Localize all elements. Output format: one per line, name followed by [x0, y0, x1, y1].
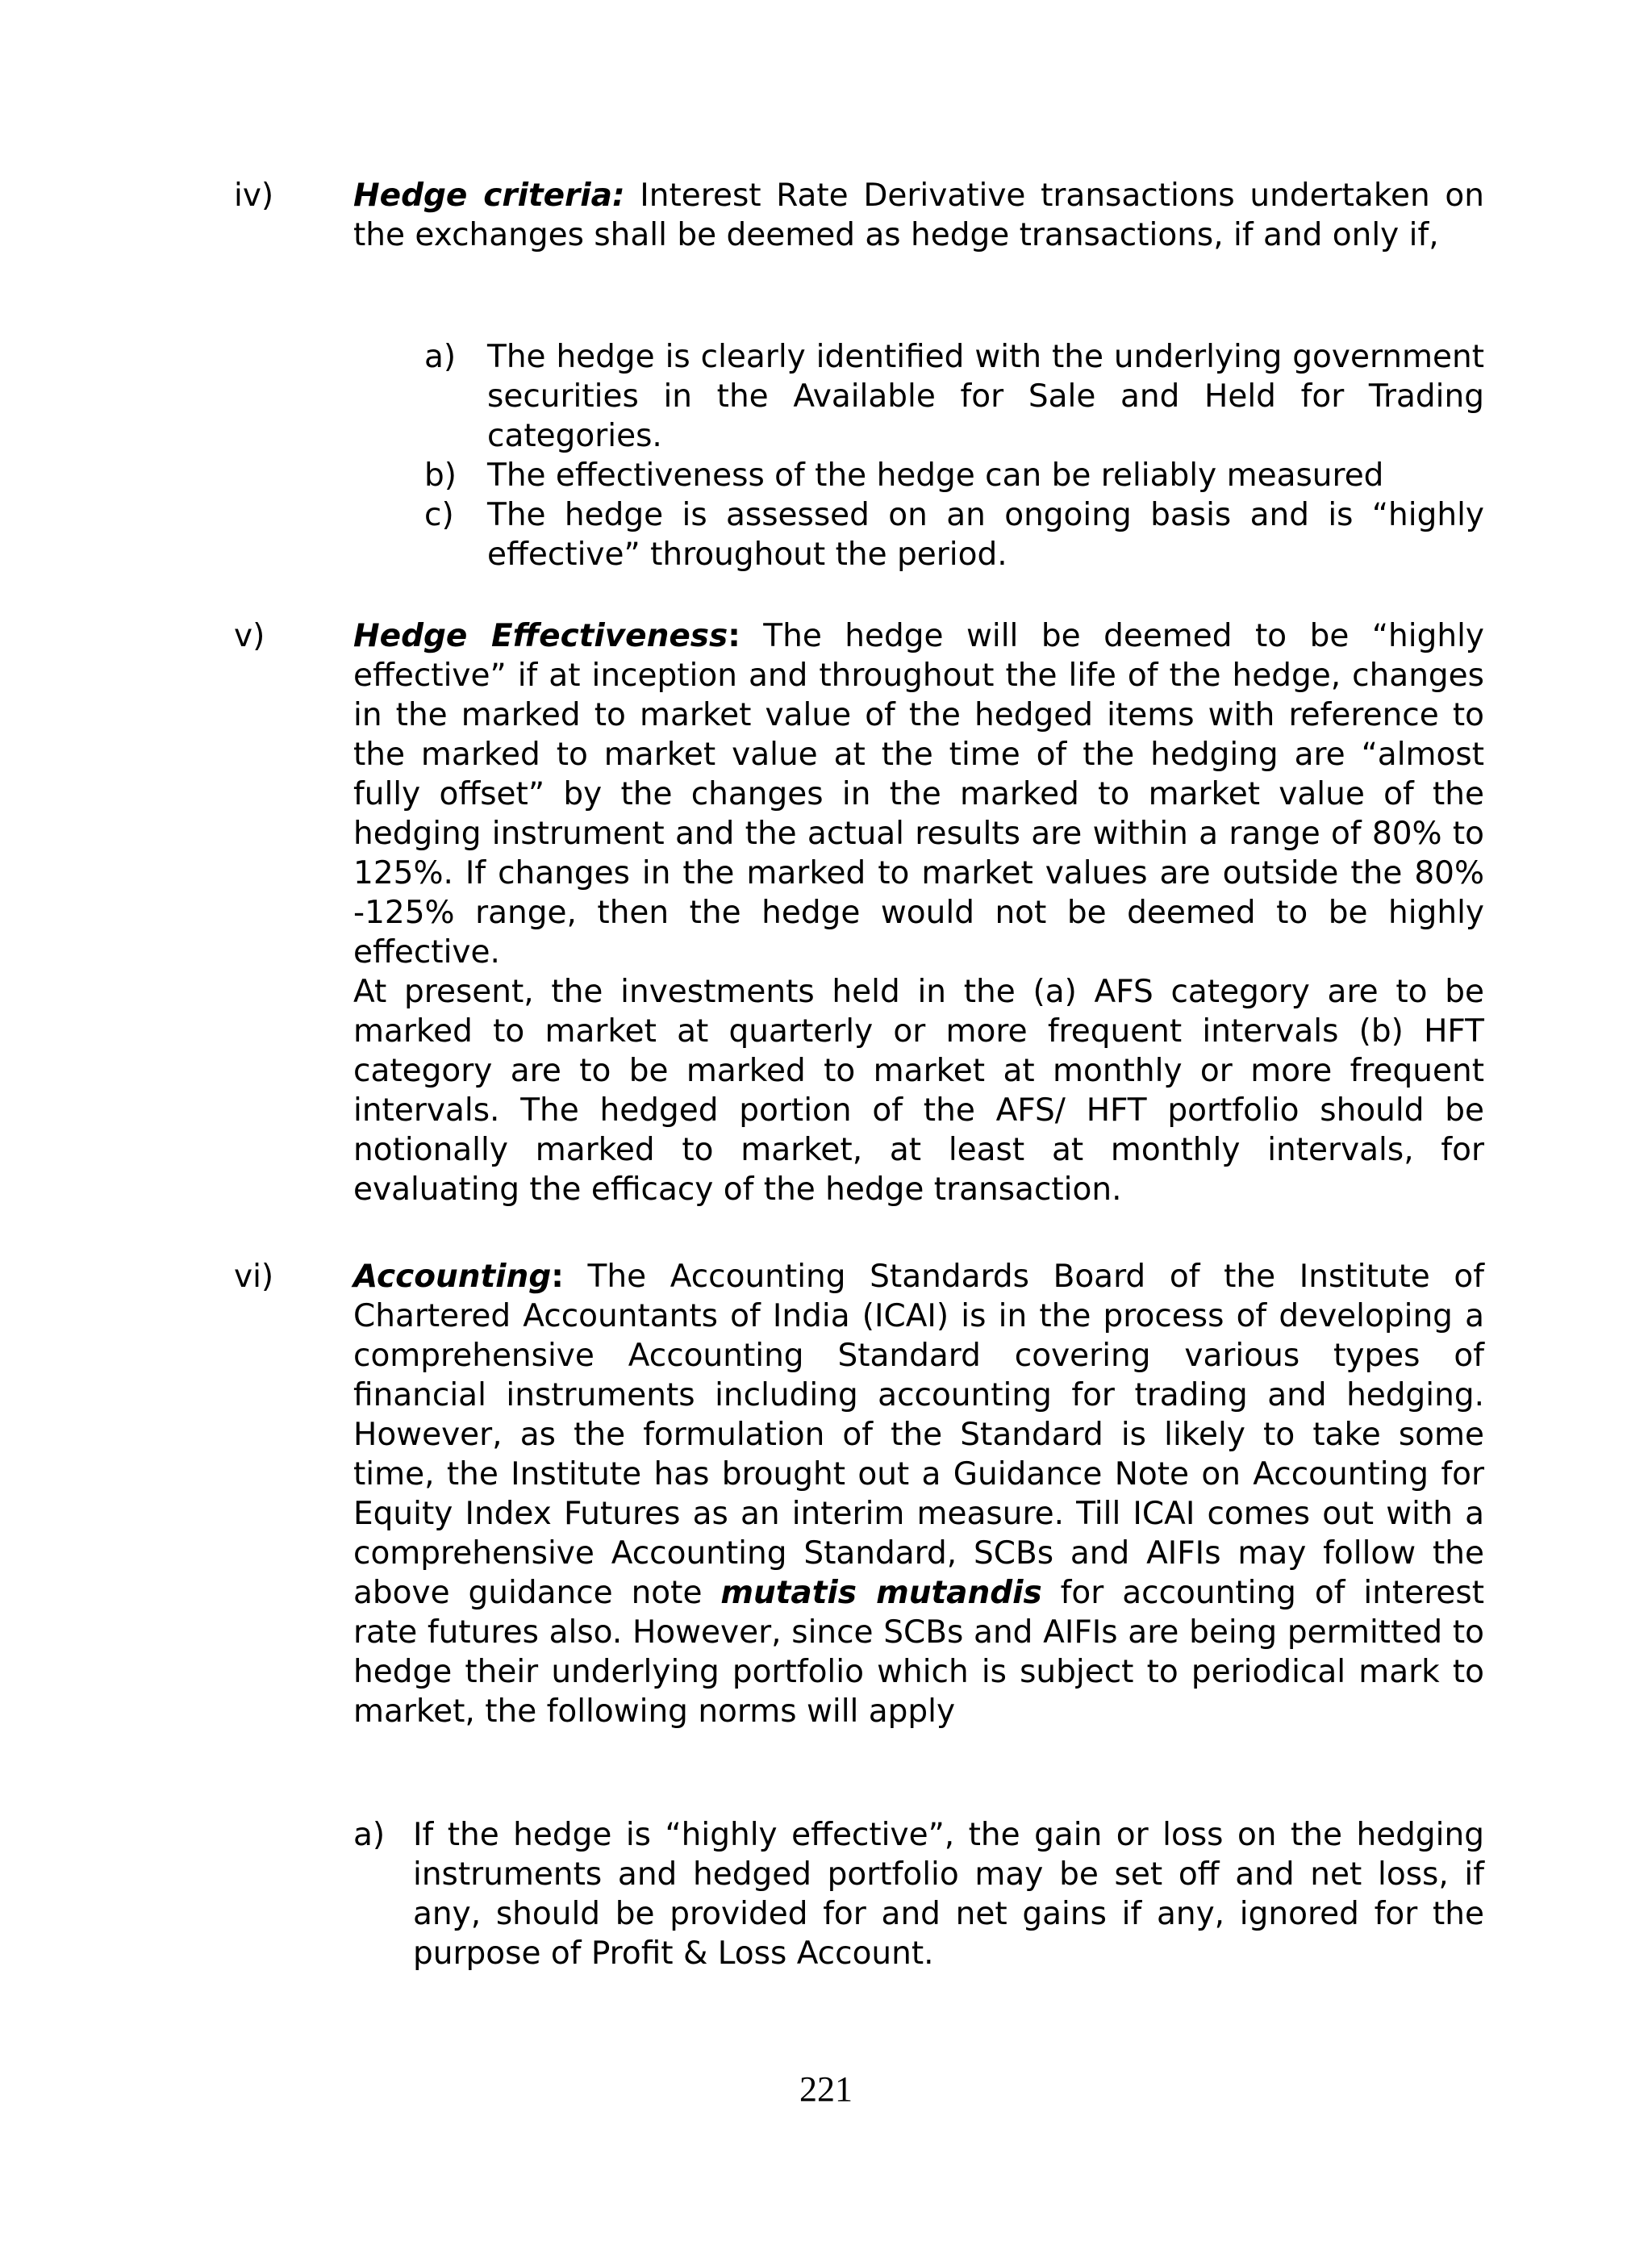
- section-body: [353, 1257, 1484, 1731]
- list-item-text: If the hedge is “highly effective”, the gain or loss on the hedging instruments and hedged portfolio may be set off and net loss, if any, should be provided for and net gains if any, ignored for the purpose of Profit & Loss Account.: [413, 1817, 1484, 1972]
- section-text: The Accounting Standards Board of the Institute of Chartered Accountants of India (ICAI) is in the process of developing a comprehensive Accounting Standard covering various types of financial instruments including accounting for trading and hedging. However, as the formulation of the Standard is likely to take some time, the Institute has brought out a Guidance Note on Accounting for Equity Index Futures as an interim measure. Till ICAI comes out with a comprehensive Accounting Standard, SCBs and AIFIs may follow the above guidance note: [353, 1259, 1484, 1611]
- section-heading: Accounting: [353, 1259, 552, 1295]
- page-number: 221: [799, 2069, 853, 2109]
- list-item: [424, 456, 1484, 495]
- section-text: The hedge will be deemed to be “highly effective” if at inception and throughout the life of the hedge, changes in the marked to market value of the hedged items with reference to the marked to market value at the time of the hedging are “almost fully offset” by the changes in the marked to market value of the hedging instrument and the actual results are within a range of 80% to 125%. If changes in the marked to market values are outside the 80% -125% range, then the hedge would not be deemed to be highly effective.: [353, 618, 1484, 971]
- heading-colon: :: [551, 1259, 564, 1295]
- section-text: Interest Rate Derivative transactions undertaken on the exchanges shall be deemed as hedge transactions, if and only if,: [353, 177, 1484, 253]
- latin-emphasis: mutatis mutandis: [720, 1575, 1042, 1611]
- list-item: [353, 1815, 1484, 1973]
- section-number: vi): [234, 1259, 274, 1295]
- list-item: [424, 495, 1484, 574]
- section-body: [353, 616, 1484, 1209]
- section-paragraph: [353, 176, 1484, 255]
- section-paragraph-2: At present, the investments held in the (a) AFS category are to be marked to market at quarterly or more frequent intervals (b) HFT category are to be marked to market at monthly or more frequent intervals. The hedged portion of the AFS/ HFT portfolio should be notionally marked to market, at least at monthly intervals, for evaluating the efficacy of the hedge transaction.: [353, 974, 1484, 1208]
- list-item-text: The effectiveness of the hedge can be reliably measured: [487, 457, 1384, 494]
- norms-list: [353, 1815, 1484, 1973]
- list-item-text: The hedge is assessed on an ongoing basis and is “highly effective” throughout the period.: [487, 497, 1484, 573]
- list-marker: a): [353, 1817, 386, 1853]
- section-body: [353, 176, 1484, 255]
- section-paragraph: [353, 1257, 1484, 1731]
- section-text-continued: for accounting of interest rate futures also. However, since SCBs and AIFIs are being permitted to hedge their underlying portfolio which is subject to periodical mark to market, the following norms will apply: [353, 1575, 1485, 1730]
- criteria-list: [424, 337, 1484, 574]
- section-paragraph: [353, 616, 1484, 972]
- section-number: iv): [234, 177, 274, 214]
- list-item: [424, 337, 1484, 456]
- section-number: v): [234, 618, 265, 654]
- list-marker: b): [424, 457, 457, 494]
- list-marker: c): [424, 497, 454, 533]
- list-item-text: The hedge is clearly identified with the underlying government securities in the Available for Sale and Held for Trading categories.: [487, 339, 1484, 454]
- heading-colon: :: [728, 618, 740, 654]
- section-heading: Hedge Effectiveness: [353, 618, 728, 654]
- section-heading: Hedge criteria:: [353, 177, 625, 214]
- list-marker: a): [424, 339, 457, 375]
